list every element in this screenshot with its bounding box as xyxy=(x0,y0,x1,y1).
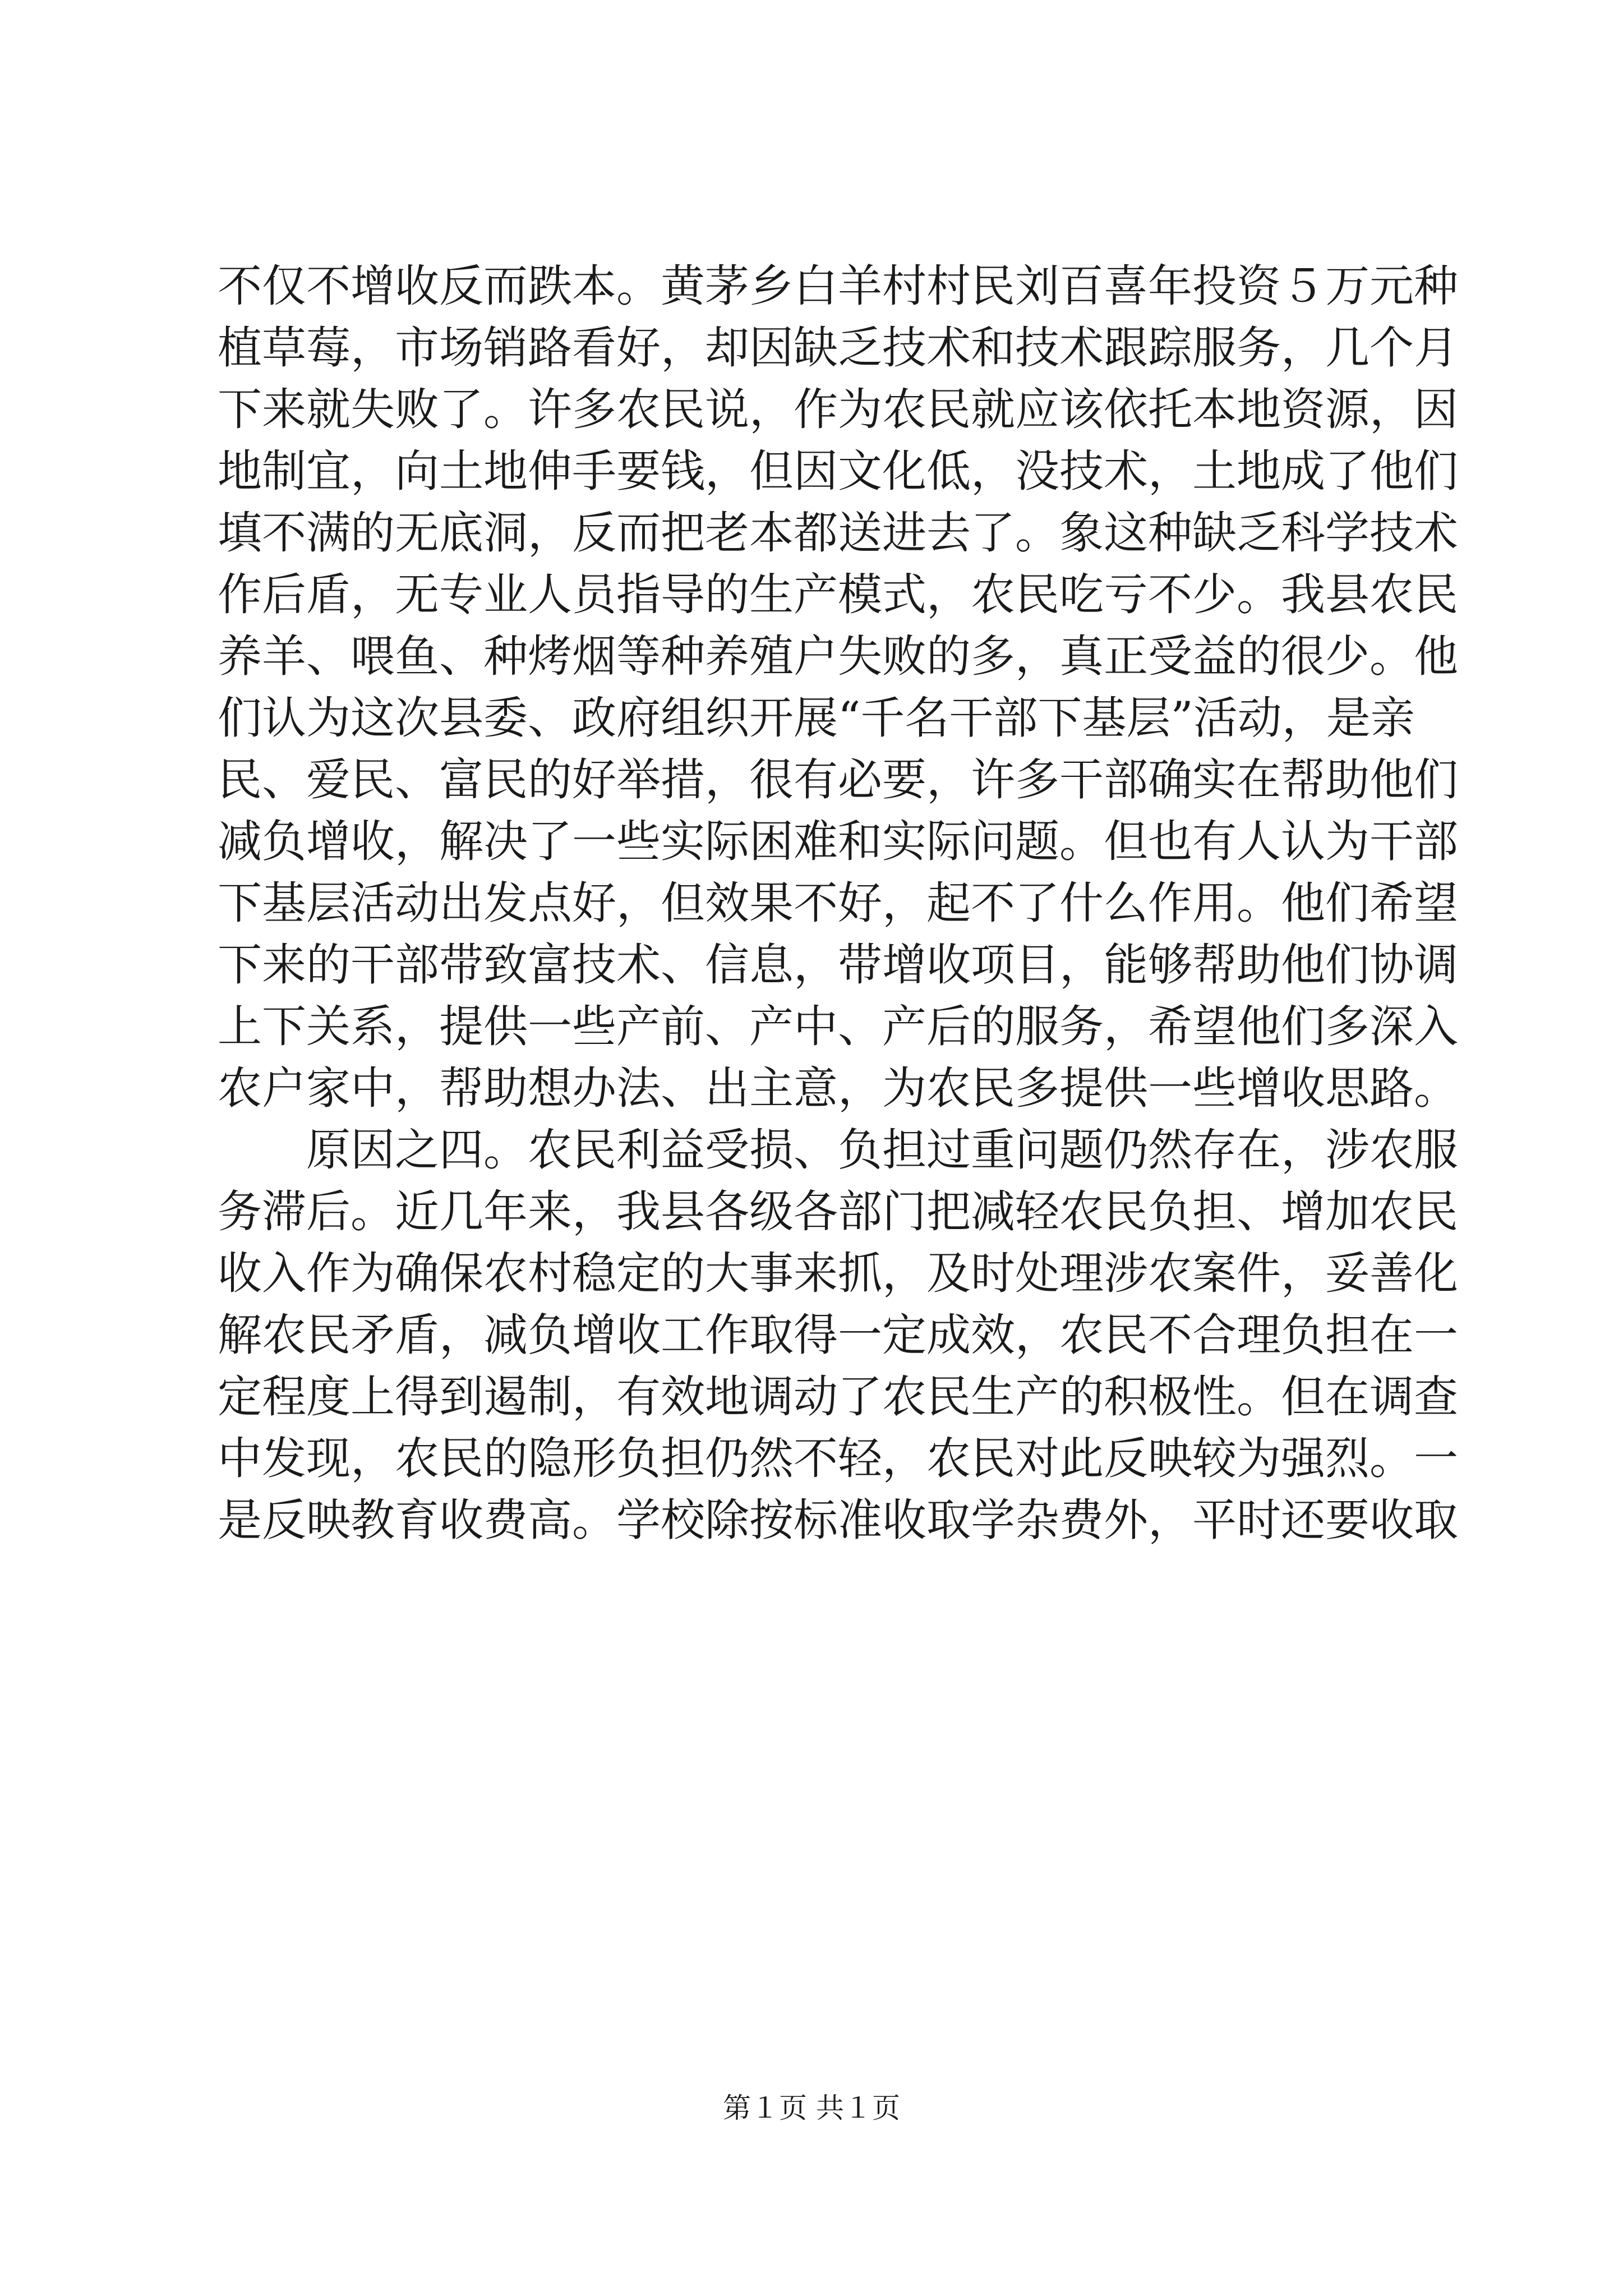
text-line: 植草莓，市场销路看好，却因缺乏技术和技术跟踪服务，几个月 xyxy=(218,322,1458,374)
text-line: 是反映教育收费高。学校除按标准收取学杂费外，平时还要收取 xyxy=(218,1494,1458,1546)
text-line: 解农民矛盾，减负增收工作取得一定成效，农民不合理负担在一 xyxy=(218,1309,1458,1361)
text-line: 中发现，农民的隐形负担仍然不轻，农民对此反映较为强烈。一 xyxy=(218,1433,1458,1484)
page-number: 第１页 共１页 xyxy=(723,2092,900,2124)
text-line: 下来就失败了。许多农民说，作为农民就应该依托本地资源，因 xyxy=(218,384,1458,435)
text-line: 下来的干部带致富技术、信息，带增收项目，能够帮助他们协调 xyxy=(218,939,1458,991)
text-line: 务滞后。近几年来，我县各级各部门把减轻农民负担、增加农民 xyxy=(218,1186,1458,1237)
text-line: 作后盾，无专业人员指导的生产模式，农民吃亏不少。我县农民 xyxy=(218,569,1458,620)
text-line: 地制宜，向土地伸手要钱，但因文化低，没技术，土地成了他们 xyxy=(218,445,1458,497)
text-line: 收入作为确保农村稳定的大事来抓，及时处理涉农案件，妥善化 xyxy=(218,1248,1458,1299)
text-line: 们认为这次县委、政府组织开展“千名干部下基层”活动，是亲 xyxy=(218,692,1415,744)
text-line: 上下关系，提供一些产前、产中、产后的服务，希望他们多深入 xyxy=(218,1001,1458,1052)
text-line: 农户家中，帮助想办法、出主意，为农民多提供一些增收思路。 xyxy=(218,1062,1458,1114)
text-line: 减负增收，解决了一些实际困难和实际问题。但也有人认为干部 xyxy=(218,816,1458,867)
text-line: 养羊、喂鱼、种烤烟等种养殖户失败的多，真正受益的很少。他 xyxy=(218,631,1458,682)
text-line: 民、爱民、富民的好举措，很有必要，许多干部确实在帮助他们 xyxy=(218,754,1458,806)
text-line: 下基层活动出发点好，但效果不好，起不了什么作用。他们希望 xyxy=(218,877,1458,929)
text-line: 填不满的无底洞，反而把老本都送进去了。象这种缺乏科学技术 xyxy=(218,507,1458,559)
paragraph-first-line: 原因之四。农民利益受损、负担过重问题仍然存在，涉农服 xyxy=(306,1124,1458,1176)
document-body xyxy=(218,255,1458,1551)
text-line: 定程度上得到遏制，有效地调动了农民生产的积极性。但在调查 xyxy=(218,1371,1458,1423)
page-footer xyxy=(0,2091,1623,2125)
text-line: 不仅不增收反而跌本。黄茅乡白羊村村民刘百喜年投资５万元种 xyxy=(218,260,1458,312)
